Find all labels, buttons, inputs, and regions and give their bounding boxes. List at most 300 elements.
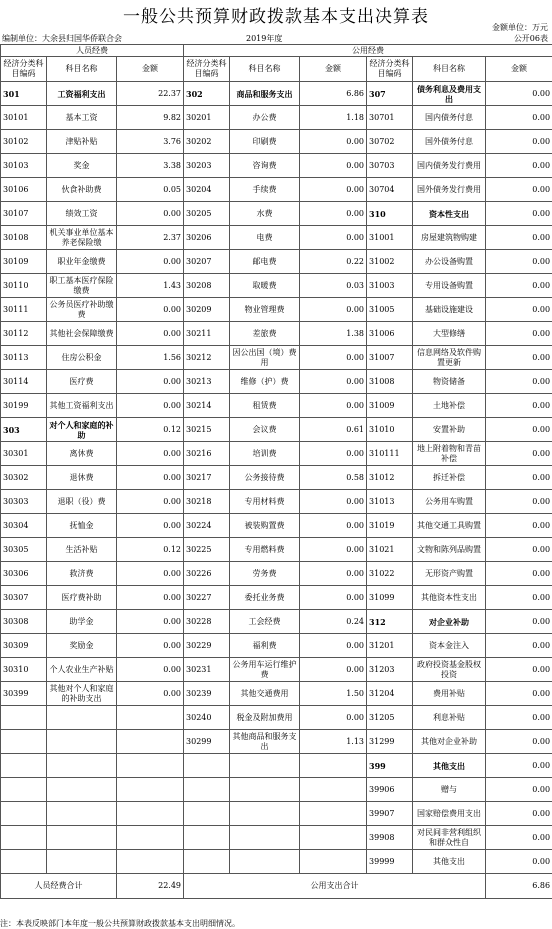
item-code-cell: 30306 bbox=[1, 562, 47, 586]
item-name-cell: 其他社会保障缴费 bbox=[47, 322, 117, 346]
item-name-cell: 伙食补助费 bbox=[47, 178, 117, 202]
item-code-cell: 30308 bbox=[1, 610, 47, 634]
item-amount-cell: 0.00 bbox=[117, 610, 184, 634]
item-name-cell: 信息网络及软件购置更新 bbox=[413, 346, 486, 370]
item-name-cell: 其他支出 bbox=[413, 850, 486, 874]
item-name-cell: 大型修缮 bbox=[413, 322, 486, 346]
item-amount-cell bbox=[300, 826, 367, 850]
item-name-cell: 对民间非营利组织和群众性自 bbox=[413, 826, 486, 850]
item-amount-cell: 0.00 bbox=[486, 346, 552, 370]
item-code-cell bbox=[1, 850, 47, 874]
item-amount-cell: 0.00 bbox=[300, 586, 367, 610]
item-name-cell: 文物和陈列品购置 bbox=[413, 538, 486, 562]
item-code-cell: 30111 bbox=[1, 298, 47, 322]
item-amount-cell: 0.00 bbox=[486, 154, 552, 178]
item-name-cell: 赠与 bbox=[413, 778, 486, 802]
item-name-cell: 因公出国（境）费用 bbox=[230, 346, 300, 370]
item-name-cell: 税金及附加费用 bbox=[230, 706, 300, 730]
item-name-cell: 债务利息及费用支出 bbox=[413, 82, 486, 106]
item-amount-cell: 0.00 bbox=[486, 322, 552, 346]
item-amount-cell: 0.00 bbox=[486, 274, 552, 298]
amount-unit: 金额单位：万元 bbox=[492, 22, 548, 33]
item-amount-cell bbox=[117, 778, 184, 802]
item-amount-cell: 0.00 bbox=[486, 682, 552, 706]
item-name-cell: 国外债务付息 bbox=[413, 130, 486, 154]
personnel-total-label: 人员经费合计 bbox=[1, 874, 117, 899]
col-code-header: 经济分类科目编码 bbox=[184, 57, 230, 82]
item-code-cell: 31002 bbox=[367, 250, 413, 274]
item-name-cell bbox=[47, 802, 117, 826]
item-code-cell: 310111 bbox=[367, 442, 413, 466]
item-code-cell: 30204 bbox=[184, 178, 230, 202]
item-amount-cell bbox=[117, 730, 184, 754]
item-name-cell: 抚恤金 bbox=[47, 514, 117, 538]
item-code-cell: 39906 bbox=[367, 778, 413, 802]
item-amount-cell: 0.00 bbox=[486, 586, 552, 610]
item-name-cell bbox=[230, 826, 300, 850]
item-name-cell: 职工基本医疗保险缴费 bbox=[47, 274, 117, 298]
item-code-cell bbox=[1, 754, 47, 778]
item-code-cell: 31012 bbox=[367, 466, 413, 490]
item-code-cell: 30212 bbox=[184, 346, 230, 370]
item-name-cell: 取暖费 bbox=[230, 274, 300, 298]
item-name-cell: 工资福利支出 bbox=[47, 82, 117, 106]
table-row bbox=[1, 730, 552, 754]
item-amount-cell: 0.00 bbox=[117, 490, 184, 514]
item-code-cell: 31203 bbox=[367, 658, 413, 682]
item-amount-cell: 0.00 bbox=[117, 370, 184, 394]
item-code-cell: 31010 bbox=[367, 418, 413, 442]
item-code-cell: 31007 bbox=[367, 346, 413, 370]
item-amount-cell: 0.00 bbox=[117, 202, 184, 226]
item-amount-cell: 0.00 bbox=[486, 826, 552, 850]
col-amount-header: 金额 bbox=[486, 57, 552, 82]
compiling-unit: 编制单位：大余县归国华侨联合会 bbox=[2, 33, 122, 44]
item-name-cell: 退休费 bbox=[47, 466, 117, 490]
report-meta bbox=[0, 33, 552, 43]
item-name-cell: 利息补贴 bbox=[413, 706, 486, 730]
item-amount-cell: 0.00 bbox=[117, 586, 184, 610]
item-name-cell: 其他交通工具购置 bbox=[413, 514, 486, 538]
item-code-cell: 30112 bbox=[1, 322, 47, 346]
item-code-cell: 30701 bbox=[367, 106, 413, 130]
item-name-cell: 租赁费 bbox=[230, 394, 300, 418]
table-row bbox=[1, 706, 552, 730]
item-amount-cell: 0.00 bbox=[117, 466, 184, 490]
item-code-cell: 303 bbox=[1, 418, 47, 442]
item-amount-cell bbox=[300, 802, 367, 826]
item-code-cell: 30103 bbox=[1, 154, 47, 178]
table-row bbox=[1, 250, 552, 274]
item-name-cell: 土地补偿 bbox=[413, 394, 486, 418]
item-name-cell: 公务用车购置 bbox=[413, 490, 486, 514]
item-code-cell bbox=[184, 850, 230, 874]
item-amount-cell: 0.00 bbox=[300, 442, 367, 466]
item-amount-cell: 0.00 bbox=[300, 394, 367, 418]
public-total-label: 公用支出合计 bbox=[184, 874, 486, 899]
item-amount-cell: 0.00 bbox=[300, 202, 367, 226]
item-code-cell: 31001 bbox=[367, 226, 413, 250]
item-code-cell: 30215 bbox=[184, 418, 230, 442]
item-name-cell: 专用材料费 bbox=[230, 490, 300, 514]
table-row bbox=[1, 490, 552, 514]
item-code-cell: 312 bbox=[367, 610, 413, 634]
item-code-cell: 30227 bbox=[184, 586, 230, 610]
item-name-cell: 医疗费补助 bbox=[47, 586, 117, 610]
item-name-cell: 其他对个人和家庭的补助支出 bbox=[47, 682, 117, 706]
item-name-cell: 离休费 bbox=[47, 442, 117, 466]
item-amount-cell: 0.00 bbox=[486, 490, 552, 514]
item-amount-cell: 0.00 bbox=[486, 514, 552, 538]
item-amount-cell: 1.43 bbox=[117, 274, 184, 298]
item-amount-cell: 0.00 bbox=[117, 658, 184, 682]
item-code-cell: 30704 bbox=[367, 178, 413, 202]
item-name-cell: 办公费 bbox=[230, 106, 300, 130]
item-name-cell: 专用设备购置 bbox=[413, 274, 486, 298]
item-amount-cell: 0.00 bbox=[486, 754, 552, 778]
item-name-cell bbox=[230, 850, 300, 874]
item-name-cell: 助学金 bbox=[47, 610, 117, 634]
item-code-cell: 31205 bbox=[367, 706, 413, 730]
item-name-cell: 其他商品和服务支出 bbox=[230, 730, 300, 754]
item-amount-cell: 0.03 bbox=[300, 274, 367, 298]
table-row bbox=[1, 178, 552, 202]
item-name-cell bbox=[47, 754, 117, 778]
table-row bbox=[1, 514, 552, 538]
item-name-cell: 生活补贴 bbox=[47, 538, 117, 562]
item-amount-cell: 0.00 bbox=[486, 538, 552, 562]
item-amount-cell: 0.00 bbox=[300, 538, 367, 562]
item-code-cell: 31021 bbox=[367, 538, 413, 562]
item-name-cell: 公务接待费 bbox=[230, 466, 300, 490]
item-code-cell: 30106 bbox=[1, 178, 47, 202]
item-name-cell bbox=[230, 754, 300, 778]
table-row bbox=[1, 226, 552, 250]
item-name-cell: 奖金 bbox=[47, 154, 117, 178]
item-name-cell: 退职（役）费 bbox=[47, 490, 117, 514]
item-name-cell: 培训费 bbox=[230, 442, 300, 466]
item-name-cell: 津贴补贴 bbox=[47, 130, 117, 154]
table-row bbox=[1, 586, 552, 610]
item-code-cell: 31013 bbox=[367, 490, 413, 514]
item-amount-cell bbox=[117, 802, 184, 826]
item-amount-cell: 0.00 bbox=[300, 514, 367, 538]
item-name-cell: 地上附着物和青苗补偿 bbox=[413, 442, 486, 466]
item-code-cell: 30206 bbox=[184, 226, 230, 250]
item-code-cell: 30208 bbox=[184, 274, 230, 298]
item-name-cell: 咨询费 bbox=[230, 154, 300, 178]
item-amount-cell: 0.00 bbox=[300, 154, 367, 178]
item-code-cell: 31022 bbox=[367, 562, 413, 586]
table-row bbox=[1, 298, 552, 322]
item-amount-cell: 0.00 bbox=[486, 778, 552, 802]
item-name-cell: 差旅费 bbox=[230, 322, 300, 346]
item-amount-cell: 0.00 bbox=[117, 322, 184, 346]
item-amount-cell: 0.00 bbox=[486, 202, 552, 226]
report-title: 一般公共预算财政拨款基本支出决算表 bbox=[0, 2, 552, 27]
item-name-cell: 手续费 bbox=[230, 178, 300, 202]
item-name-cell: 个人农业生产补贴 bbox=[47, 658, 117, 682]
item-code-cell bbox=[1, 802, 47, 826]
item-code-cell bbox=[184, 826, 230, 850]
item-name-cell: 国外债务发行费用 bbox=[413, 178, 486, 202]
item-amount-cell: 0.00 bbox=[300, 226, 367, 250]
item-amount-cell: 0.61 bbox=[300, 418, 367, 442]
item-name-cell: 安置补助 bbox=[413, 418, 486, 442]
item-amount-cell: 0.58 bbox=[300, 466, 367, 490]
item-amount-cell: 0.00 bbox=[117, 442, 184, 466]
table-row bbox=[1, 106, 552, 130]
item-code-cell: 31006 bbox=[367, 322, 413, 346]
item-amount-cell: 0.00 bbox=[486, 442, 552, 466]
table-row bbox=[1, 370, 552, 394]
item-name-cell: 奖励金 bbox=[47, 634, 117, 658]
table-row bbox=[1, 778, 552, 802]
table-row bbox=[1, 682, 552, 706]
col-code-header: 经济分类科目编码 bbox=[367, 57, 413, 82]
item-code-cell bbox=[1, 778, 47, 802]
item-name-cell: 其他对企业补助 bbox=[413, 730, 486, 754]
col-name-header: 科目名称 bbox=[47, 57, 117, 82]
item-code-cell: 30218 bbox=[184, 490, 230, 514]
item-code-cell: 30203 bbox=[184, 154, 230, 178]
item-name-cell: 商品和服务支出 bbox=[230, 82, 300, 106]
item-name-cell: 会议费 bbox=[230, 418, 300, 442]
item-code-cell bbox=[184, 802, 230, 826]
table-row bbox=[1, 538, 552, 562]
item-code-cell bbox=[1, 730, 47, 754]
item-name-cell: 其他资本性支出 bbox=[413, 586, 486, 610]
item-name-cell: 国家赔偿费用支出 bbox=[413, 802, 486, 826]
item-name-cell: 对个人和家庭的补助 bbox=[47, 418, 117, 442]
totals-row bbox=[1, 874, 552, 899]
col-amount-header: 金额 bbox=[117, 57, 184, 82]
item-code-cell: 30207 bbox=[184, 250, 230, 274]
item-code-cell: 30214 bbox=[184, 394, 230, 418]
item-name-cell: 对企业补助 bbox=[413, 610, 486, 634]
item-amount-cell: 0.00 bbox=[486, 802, 552, 826]
table-row bbox=[1, 754, 552, 778]
item-code-cell: 31008 bbox=[367, 370, 413, 394]
item-code-cell: 30229 bbox=[184, 634, 230, 658]
item-code-cell: 30202 bbox=[184, 130, 230, 154]
item-code-cell: 31009 bbox=[367, 394, 413, 418]
item-name-cell: 职业年金缴费 bbox=[47, 250, 117, 274]
item-name-cell: 机关事业单位基本养老保险缴 bbox=[47, 226, 117, 250]
item-code-cell: 307 bbox=[367, 82, 413, 106]
item-name-cell: 医疗费 bbox=[47, 370, 117, 394]
item-code-cell bbox=[184, 778, 230, 802]
item-code-cell: 30107 bbox=[1, 202, 47, 226]
table-row bbox=[1, 802, 552, 826]
item-amount-cell: 22.37 bbox=[117, 82, 184, 106]
item-amount-cell: 0.00 bbox=[486, 250, 552, 274]
item-code-cell: 30110 bbox=[1, 274, 47, 298]
item-code-cell bbox=[1, 826, 47, 850]
item-code-cell: 31099 bbox=[367, 586, 413, 610]
table-row bbox=[1, 202, 552, 226]
item-amount-cell bbox=[117, 850, 184, 874]
col-amount-header: 金额 bbox=[300, 57, 367, 82]
item-amount-cell: 0.00 bbox=[300, 130, 367, 154]
item-amount-cell: 0.00 bbox=[486, 130, 552, 154]
table-row bbox=[1, 394, 552, 418]
item-code-cell: 30702 bbox=[367, 130, 413, 154]
table-row bbox=[1, 658, 552, 682]
public-total-value: 6.86 bbox=[486, 874, 552, 899]
item-code-cell: 30228 bbox=[184, 610, 230, 634]
item-amount-cell: 1.50 bbox=[300, 682, 367, 706]
item-amount-cell bbox=[117, 706, 184, 730]
table-row bbox=[1, 466, 552, 490]
item-amount-cell: 0.00 bbox=[486, 82, 552, 106]
item-amount-cell: 1.38 bbox=[300, 322, 367, 346]
item-name-cell: 专用燃料费 bbox=[230, 538, 300, 562]
item-name-cell: 水费 bbox=[230, 202, 300, 226]
item-name-cell: 福利费 bbox=[230, 634, 300, 658]
item-name-cell: 物业管理费 bbox=[230, 298, 300, 322]
item-code-cell: 30201 bbox=[184, 106, 230, 130]
item-amount-cell: 0.00 bbox=[486, 658, 552, 682]
item-code-cell: 30224 bbox=[184, 514, 230, 538]
item-amount-cell: 0.00 bbox=[300, 706, 367, 730]
item-name-cell: 救济费 bbox=[47, 562, 117, 586]
table-row bbox=[1, 418, 552, 442]
table-row bbox=[1, 130, 552, 154]
item-code-cell: 39907 bbox=[367, 802, 413, 826]
item-name-cell: 工会经费 bbox=[230, 610, 300, 634]
item-amount-cell bbox=[300, 778, 367, 802]
item-name-cell: 其他交通费用 bbox=[230, 682, 300, 706]
item-amount-cell: 0.12 bbox=[117, 538, 184, 562]
item-name-cell: 物资储备 bbox=[413, 370, 486, 394]
item-name-cell: 邮电费 bbox=[230, 250, 300, 274]
item-code-cell: 30113 bbox=[1, 346, 47, 370]
item-code-cell: 31005 bbox=[367, 298, 413, 322]
item-amount-cell: 0.00 bbox=[486, 418, 552, 442]
item-code-cell: 30225 bbox=[184, 538, 230, 562]
item-code-cell: 30303 bbox=[1, 490, 47, 514]
item-name-cell bbox=[47, 778, 117, 802]
item-name-cell: 拆迁补偿 bbox=[413, 466, 486, 490]
item-name-cell: 国内债务付息 bbox=[413, 106, 486, 130]
item-amount-cell: 0.00 bbox=[486, 730, 552, 754]
item-code-cell bbox=[1, 706, 47, 730]
item-amount-cell: 0.00 bbox=[117, 298, 184, 322]
item-code-cell: 39999 bbox=[367, 850, 413, 874]
item-amount-cell: 0.00 bbox=[300, 490, 367, 514]
item-code-cell: 30305 bbox=[1, 538, 47, 562]
item-name-cell: 无形资产购置 bbox=[413, 562, 486, 586]
item-code-cell: 302 bbox=[184, 82, 230, 106]
item-code-cell: 31299 bbox=[367, 730, 413, 754]
item-name-cell: 其他工资福利支出 bbox=[47, 394, 117, 418]
item-amount-cell: 0.00 bbox=[486, 466, 552, 490]
item-code-cell: 30114 bbox=[1, 370, 47, 394]
item-code-cell bbox=[184, 754, 230, 778]
table-row bbox=[1, 634, 552, 658]
item-amount-cell: 1.18 bbox=[300, 106, 367, 130]
item-amount-cell: 9.82 bbox=[117, 106, 184, 130]
item-amount-cell bbox=[117, 826, 184, 850]
item-amount-cell: 3.76 bbox=[117, 130, 184, 154]
item-name-cell: 委托业务费 bbox=[230, 586, 300, 610]
table-row bbox=[1, 562, 552, 586]
item-amount-cell: 2.37 bbox=[117, 226, 184, 250]
item-code-cell: 30231 bbox=[184, 658, 230, 682]
item-code-cell: 31019 bbox=[367, 514, 413, 538]
item-amount-cell: 0.00 bbox=[117, 514, 184, 538]
item-amount-cell: 1.56 bbox=[117, 346, 184, 370]
item-code-cell: 30205 bbox=[184, 202, 230, 226]
item-code-cell: 301 bbox=[1, 82, 47, 106]
item-amount-cell: 0.05 bbox=[117, 178, 184, 202]
item-code-cell: 30108 bbox=[1, 226, 47, 250]
item-code-cell: 30213 bbox=[184, 370, 230, 394]
item-name-cell: 基本工资 bbox=[47, 106, 117, 130]
item-code-cell: 31003 bbox=[367, 274, 413, 298]
item-name-cell: 房屋建筑物购建 bbox=[413, 226, 486, 250]
item-name-cell: 被装购置费 bbox=[230, 514, 300, 538]
item-code-cell: 30304 bbox=[1, 514, 47, 538]
table-row bbox=[1, 826, 552, 850]
item-code-cell: 30216 bbox=[184, 442, 230, 466]
item-amount-cell: 0.00 bbox=[300, 298, 367, 322]
item-amount-cell: 0.00 bbox=[117, 250, 184, 274]
item-name-cell: 公务员医疗补助缴费 bbox=[47, 298, 117, 322]
item-amount-cell: 0.00 bbox=[300, 634, 367, 658]
item-code-cell: 30299 bbox=[184, 730, 230, 754]
item-name-cell bbox=[230, 802, 300, 826]
item-code-cell: 30307 bbox=[1, 586, 47, 610]
item-name-cell bbox=[47, 706, 117, 730]
item-code-cell: 30226 bbox=[184, 562, 230, 586]
col-code-header: 经济分类科目编码 bbox=[1, 57, 47, 82]
item-name-cell: 劳务费 bbox=[230, 562, 300, 586]
personnel-total-value: 22.49 bbox=[117, 874, 184, 899]
item-name-cell: 电费 bbox=[230, 226, 300, 250]
item-code-cell: 30310 bbox=[1, 658, 47, 682]
item-amount-cell: 0.00 bbox=[486, 106, 552, 130]
table-row bbox=[1, 610, 552, 634]
item-amount-cell: 0.22 bbox=[300, 250, 367, 274]
item-amount-cell bbox=[300, 754, 367, 778]
item-amount-cell bbox=[117, 754, 184, 778]
personnel-header: 人员经费 bbox=[1, 45, 184, 57]
item-amount-cell: 0.00 bbox=[117, 634, 184, 658]
footnote: 注：本表反映部门本年度一般公共预算财政拨款基本支出明细情况。 bbox=[0, 918, 240, 929]
item-amount-cell: 0.00 bbox=[486, 226, 552, 250]
item-amount-cell: 0.00 bbox=[486, 562, 552, 586]
item-name-cell bbox=[47, 850, 117, 874]
item-code-cell: 399 bbox=[367, 754, 413, 778]
item-amount-cell: 0.00 bbox=[300, 178, 367, 202]
item-name-cell: 绩效工资 bbox=[47, 202, 117, 226]
item-name-cell: 住房公积金 bbox=[47, 346, 117, 370]
item-amount-cell: 0.00 bbox=[486, 394, 552, 418]
item-amount-cell: 0.00 bbox=[486, 370, 552, 394]
item-code-cell: 30302 bbox=[1, 466, 47, 490]
table-row bbox=[1, 82, 552, 106]
item-code-cell: 30102 bbox=[1, 130, 47, 154]
item-amount-cell: 0.00 bbox=[486, 178, 552, 202]
item-name-cell bbox=[47, 730, 117, 754]
item-name-cell: 公务用车运行维护费 bbox=[230, 658, 300, 682]
item-amount-cell: 0.00 bbox=[486, 610, 552, 634]
item-amount-cell: 3.38 bbox=[117, 154, 184, 178]
item-code-cell: 30301 bbox=[1, 442, 47, 466]
item-amount-cell: 0.00 bbox=[117, 562, 184, 586]
